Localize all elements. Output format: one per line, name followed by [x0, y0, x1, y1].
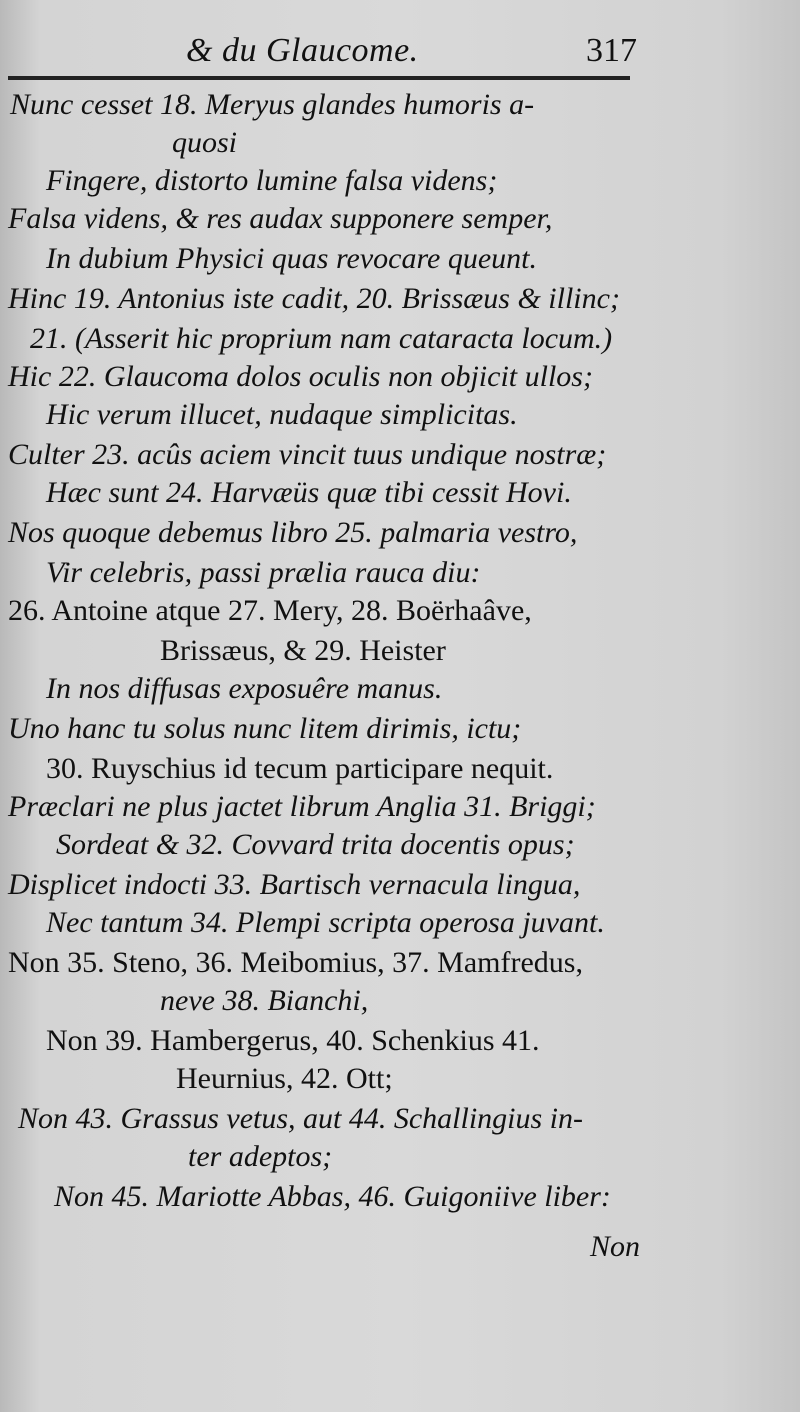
verse-line: Hinc 19. Antonius iste cadit, 20. Brissæus & illinc;	[8, 282, 620, 315]
verse-line: Brissæus, & 29. Heister	[160, 634, 446, 667]
running-head: & du Glaucome.	[186, 32, 419, 69]
verse-line: Falsa videns, & res audax supponere semper,	[8, 202, 553, 235]
verse-line: In dubium Physici quas revocare queunt.	[46, 242, 538, 275]
catchword: Non	[590, 1230, 641, 1263]
page-header	[0, 28, 800, 78]
verse-line: Non 35. Steno, 36. Meibomius, 37. Mamfredus,	[8, 946, 583, 979]
verse-line: Hic verum illucet, nudaque simplicitas.	[46, 398, 518, 431]
verse-line: Hic 22. Glaucoma dolos oculis non objicit ullos;	[8, 360, 593, 393]
verse-line: ter adeptos;	[188, 1140, 333, 1173]
verse-line: neve 38. Bianchi,	[160, 984, 369, 1017]
verse-line: Vir celebris, passi prælia rauca diu:	[46, 556, 481, 589]
verse-line: Nec tantum 34. Plempi scripta operosa juvant.	[46, 906, 605, 939]
verse-line: Sordeat & 32. Covvard trita docentis opus;	[56, 828, 575, 861]
verse-line: 21. (Asserit hic proprium nam cataracta locum.)	[30, 322, 613, 355]
verse-line: Non 39. Hambergerus, 40. Schenkius 41.	[46, 1024, 540, 1057]
header-rule	[8, 76, 630, 80]
verse-line: Uno hanc tu solus nunc litem dirimis, ictu;	[8, 712, 522, 745]
verse-line: quosi	[172, 126, 238, 159]
verse-line: Nunc cesset 18. Meryus glandes humoris a-	[10, 88, 535, 121]
verse-line: Non 45. Mariotte Abbas, 46. Guigoniive liber:	[54, 1180, 611, 1213]
verse-line: Hæc sunt 24. Harvæüs quæ tibi cessit Hovi.	[46, 476, 572, 509]
verse-line: Culter 23. acûs aciem vincit tuus undique nostræ;	[8, 438, 607, 471]
verse-line: 26. Antoine atque 27. Mery, 28. Boërhaâve,	[8, 594, 532, 627]
verse-line: Præclari ne plus jactet librum Anglia 31. Briggi;	[8, 790, 596, 823]
verse-line: In nos diffusas exposuêre manus.	[46, 672, 443, 705]
verse-line: Non 43. Grassus vetus, aut 44. Schallingius in-	[18, 1102, 584, 1135]
verse-line: Heurnius, 42. Ott;	[176, 1062, 393, 1095]
verse-line: 30. Ruyschius id tecum participare nequit.	[46, 752, 554, 785]
page-number: 317	[586, 32, 637, 69]
verse-line: Nos quoque debemus libro 25. palmaria vestro,	[8, 516, 578, 549]
verse-line: Fingere, distorto lumine falsa videns;	[46, 164, 498, 197]
verse-line: Displicet indocti 33. Bartisch vernacula lingua,	[8, 868, 581, 901]
